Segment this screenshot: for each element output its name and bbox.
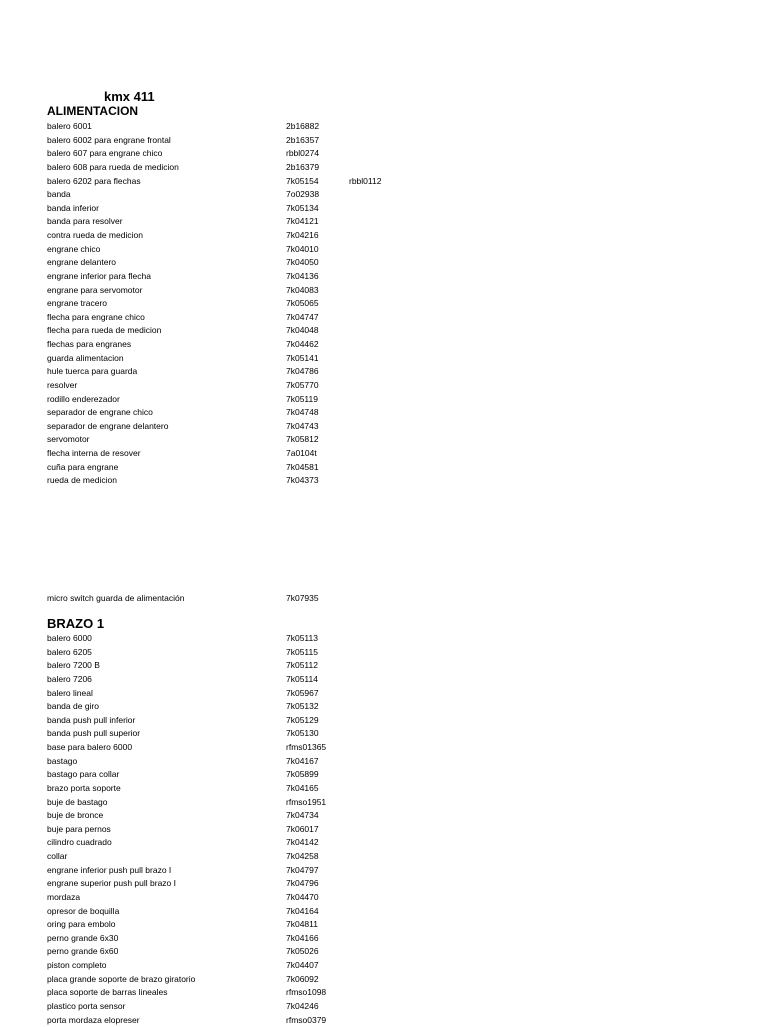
table-row [0, 959, 768, 973]
table-row [0, 243, 768, 257]
part-code: 7k05112 [286, 659, 318, 673]
table-row [0, 297, 768, 311]
part-code: rfmso0379 [286, 1014, 326, 1027]
table-row [0, 188, 768, 202]
part-code: 7k04786 [286, 365, 319, 379]
table-row [0, 284, 768, 298]
part-code: 7k04050 [286, 256, 319, 270]
table-row [0, 741, 768, 755]
part-description: balero 7200 B [47, 659, 100, 673]
part-description: bastago [47, 755, 77, 769]
part-description: buje de bastago [47, 796, 108, 810]
part-code: 7k04407 [286, 959, 319, 973]
table-row [0, 474, 768, 488]
part-description: banda push pull inferior [47, 714, 135, 728]
part-code: 7o02938 [286, 188, 319, 202]
table-row [0, 646, 768, 660]
part-code: 7k04581 [286, 461, 319, 475]
part-description: collar [47, 850, 67, 864]
part-code: 7k04142 [286, 836, 319, 850]
table-row [0, 120, 768, 134]
part-code: 7k05065 [286, 297, 319, 311]
part-code: 7k07935 [286, 592, 319, 606]
table-row [0, 270, 768, 284]
table-row [0, 864, 768, 878]
part-code: rfms01365 [286, 741, 326, 755]
part-code: 7k04216 [286, 229, 319, 243]
part-description: engrane para servomotor [47, 284, 142, 298]
table-row [0, 836, 768, 850]
part-description: rodillo enderezador [47, 393, 120, 407]
part-code: 7k05141 [286, 352, 319, 366]
table-row [0, 714, 768, 728]
table-row [0, 338, 768, 352]
table-row [0, 256, 768, 270]
part-description: engrane inferior para flecha [47, 270, 151, 284]
table-row [0, 311, 768, 325]
table-row [0, 768, 768, 782]
table-row [0, 755, 768, 769]
part-code: 7k04462 [286, 338, 319, 352]
part-description: buje para pernos [47, 823, 111, 837]
part-description: engrane inferior push pull brazo I [47, 864, 171, 878]
part-description: base para balero 6000 [47, 741, 132, 755]
table-row [0, 406, 768, 420]
part-description: plastico porta sensor [47, 1000, 125, 1014]
table-row [0, 727, 768, 741]
table-row [0, 796, 768, 810]
part-code: 7k05154 [286, 175, 319, 189]
part-description: balero 608 para rueda de medicion [47, 161, 179, 175]
part-code: 7k04165 [286, 782, 319, 796]
part-code: 7k05130 [286, 727, 319, 741]
table-row [0, 850, 768, 864]
table-row [0, 986, 768, 1000]
part-code: 7k04121 [286, 215, 319, 229]
document-title: kmx 411 [104, 89, 155, 105]
table-row [0, 700, 768, 714]
part-description: resolver [47, 379, 77, 393]
part-description: balero 607 para engrane chico [47, 147, 162, 161]
part-description: banda inferior [47, 202, 99, 216]
table-row [0, 393, 768, 407]
table-row [0, 945, 768, 959]
part-code: 7k05132 [286, 700, 319, 714]
part-description: engrane chico [47, 243, 100, 257]
part-code: 7k04734 [286, 809, 319, 823]
section-list-alimentacion [0, 120, 768, 488]
part-description: banda [47, 188, 71, 202]
part-description: balero 6205 [47, 646, 92, 660]
part-description: balero lineal [47, 687, 93, 701]
part-description: opresor de boquilla [47, 905, 119, 919]
table-row [0, 447, 768, 461]
part-description: porta mordaza elopreser [47, 1014, 140, 1027]
table-row [0, 809, 768, 823]
part-description: engrane tracero [47, 297, 107, 311]
part-description: contra rueda de medicion [47, 229, 143, 243]
part-description: hule tuerca para guarda [47, 365, 137, 379]
part-code: 7k04083 [286, 284, 319, 298]
part-description: balero 7206 [47, 673, 92, 687]
part-code: 7k05967 [286, 687, 319, 701]
part-code: 7k05113 [286, 632, 318, 646]
part-code: 7k04167 [286, 755, 319, 769]
part-code: 7k05129 [286, 714, 319, 728]
table-row [0, 659, 768, 673]
part-description: perno grande 6x30 [47, 932, 118, 946]
part-code: 7k04166 [286, 932, 319, 946]
part-code: rbbl0274 [286, 147, 319, 161]
table-row [0, 352, 768, 366]
part-description: flechas para engranes [47, 338, 131, 352]
table-row [0, 433, 768, 447]
part-description: rueda de medicion [47, 474, 117, 488]
part-description: oring para embolo [47, 918, 116, 932]
part-code: rfmso1098 [286, 986, 326, 1000]
part-code: 7k05026 [286, 945, 319, 959]
part-description: bastago para collar [47, 768, 119, 782]
part-code: 7k05114 [286, 673, 318, 687]
part-code: 7k04136 [286, 270, 319, 284]
part-code: 7k04048 [286, 324, 319, 338]
section-title-alimentacion: ALIMENTACION [47, 104, 138, 118]
part-description: cuña para engrane [47, 461, 118, 475]
part-code: 7k05134 [286, 202, 319, 216]
part-code: 7k04373 [286, 474, 319, 488]
part-code: 7k04010 [286, 243, 319, 257]
part-description: engrane superior push pull brazo I [47, 877, 176, 891]
table-row [0, 632, 768, 646]
part-code: 7k05115 [286, 646, 318, 660]
table-row [0, 905, 768, 919]
part-description: balero 6000 [47, 632, 92, 646]
part-code: 7k04258 [286, 850, 319, 864]
table-row [0, 161, 768, 175]
table-row [0, 592, 768, 606]
part-code: 7k04246 [286, 1000, 319, 1014]
part-description: separador de engrane chico [47, 406, 153, 420]
part-description: mordaza [47, 891, 80, 905]
part-description: cilindro cuadrado [47, 836, 112, 850]
part-code: 7k05899 [286, 768, 319, 782]
table-row [0, 973, 768, 987]
part-code: 2b16379 [286, 161, 319, 175]
table-row [0, 782, 768, 796]
part-code: 7k06092 [286, 973, 319, 987]
table-row [0, 134, 768, 148]
table-row [0, 687, 768, 701]
part-description: micro switch guarda de alimentación [47, 592, 184, 606]
part-description: engrane delantero [47, 256, 116, 270]
table-row [0, 673, 768, 687]
table-row [0, 1000, 768, 1014]
part-code: 7k04748 [286, 406, 319, 420]
table-row [0, 324, 768, 338]
table-row [0, 215, 768, 229]
table-row [0, 918, 768, 932]
table-row [0, 461, 768, 475]
part-code: 2b16357 [286, 134, 319, 148]
part-code: 7k04747 [286, 311, 319, 325]
part-description: buje de bronce [47, 809, 103, 823]
section-title-brazo-1: BRAZO 1 [47, 617, 104, 631]
part-description: separador de engrane delantero [47, 420, 168, 434]
part-description: placa grande soporte de brazo giratorio [47, 973, 195, 987]
part-code: 7k04743 [286, 420, 319, 434]
table-row [0, 147, 768, 161]
table-row [0, 202, 768, 216]
part-code: 2b16882 [286, 120, 319, 134]
part-code: 7k05812 [286, 433, 319, 447]
part-code: 7k05770 [286, 379, 319, 393]
table-row [0, 877, 768, 891]
part-description: servomotor [47, 433, 90, 447]
part-code: 7k04470 [286, 891, 319, 905]
part-code: 7k04797 [286, 864, 319, 878]
part-description: flecha interna de resover [47, 447, 141, 461]
part-description: balero 6001 [47, 120, 92, 134]
part-description: guarda alimentacion [47, 352, 124, 366]
part-description: balero 6202 para flechas [47, 175, 141, 189]
section-list-brazo-1 [0, 632, 768, 1027]
part-description: banda de giro [47, 700, 99, 714]
part-alt-code: rbbl0112 [349, 175, 381, 189]
part-code: 7k04164 [286, 905, 319, 919]
table-row [0, 891, 768, 905]
table-row [0, 365, 768, 379]
part-description: brazo porta soporte [47, 782, 121, 796]
part-description: perno grande 6x60 [47, 945, 118, 959]
part-code: rfmso1951 [286, 796, 326, 810]
table-row [0, 420, 768, 434]
part-description: banda para resolver [47, 215, 123, 229]
part-description: flecha para rueda de medicion [47, 324, 161, 338]
part-code: 7k04811 [286, 918, 318, 932]
part-code: 7k05119 [286, 393, 318, 407]
part-code: 7a0104t [286, 447, 317, 461]
section-extra-list-alimentacion [0, 592, 768, 606]
part-description: placa soporte de barras lineales [47, 986, 168, 1000]
part-description: banda push pull superior [47, 727, 140, 741]
part-description: balero 6002 para engrane frontal [47, 134, 171, 148]
table-row [0, 932, 768, 946]
part-code: 7k06017 [286, 823, 319, 837]
part-code: 7k04796 [286, 877, 319, 891]
part-description: piston completo [47, 959, 107, 973]
table-row [0, 1014, 768, 1027]
table-row [0, 823, 768, 837]
table-row [0, 379, 768, 393]
part-description: flecha para engrane chico [47, 311, 145, 325]
table-row [0, 229, 768, 243]
table-row [0, 175, 768, 189]
